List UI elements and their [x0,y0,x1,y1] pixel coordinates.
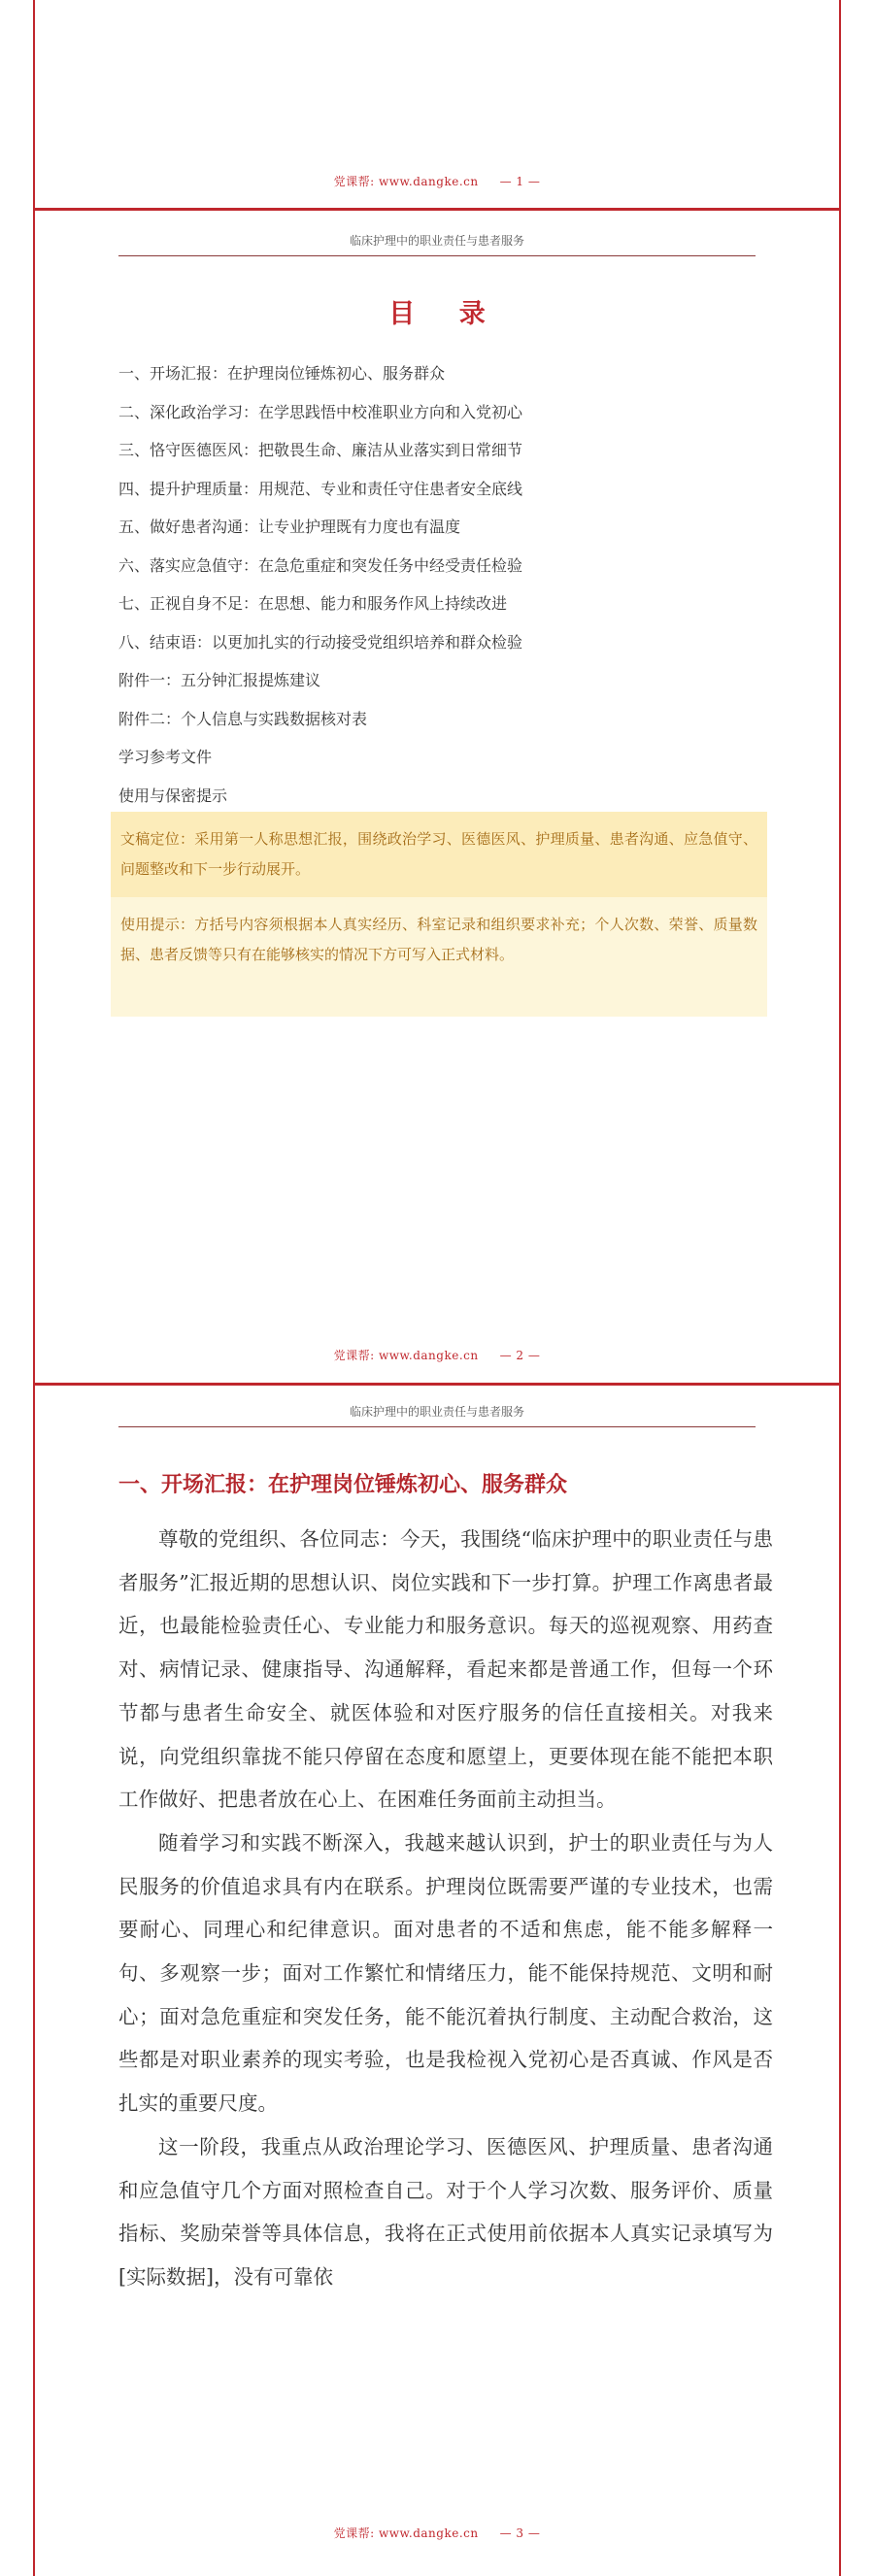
usage-note [111,897,767,1017]
positioning-note-text: 文稿定位：采用第一人称思想汇报，围绕政治学习、医德医风、护理质量、患者沟通、应急值守、问题整改和下一步行动展开。 [120,830,757,878]
body-paragraph: 这一阶段，我重点从政治理论学习、医德医风、护理质量、患者沟通和应急值守几个方面对照检查自己。对于个人学习次数、服务评价、质量指标、奖励荣誉等具体信息，我将在正式使用前依据本人真实记录填写为[实际数据]，没有可靠依 [118,2134,773,2289]
body-paragraph: 尊敬的党组织、各位同志：今天，我围绕“临床护理中的职业责任与患者服务”汇报近期的思想认识、岗位实践和下一步打算。护理工作离患者最近，也最能检验责任心、专业能力和服务意识。每天的巡视观察、用药查对、病情记录、健康指导、沟通解释，看起来都是普通工作，但每一个环节都与患者生命安全、就医体验和对医疗服务的信任直接相关。对我来说，向党组织靠拢不能只停留在态度和愿望上，更要体现在能不能把本职工作做好、把患者放在心上、在困难任务面前主动担当。 [118,1527,773,1812]
toc-list [118,354,759,815]
toc-item[interactable]: 附件一：五分钟汇报提炼建议 [118,671,321,689]
toc-item[interactable]: 三、恪守医德医风：把敬畏生命、廉洁从业落实到日常细节 [118,441,523,459]
running-header: 临床护理中的职业责任与患者服务 [349,234,524,248]
toc-item[interactable]: 使用与保密提示 [118,786,228,805]
page-footer [35,1347,839,1363]
page-3 [33,1386,841,2576]
footer-page-number: — 2 — [499,1349,541,1362]
toc-item[interactable]: 六、落实应急值守：在急危重症和突发任务中经受责任检验 [118,555,523,575]
page-1 [33,0,841,208]
toc-item[interactable]: 八、结束语：以更加扎实的行动接受党组织培养和群众检验 [118,632,523,652]
footer-site: 党课帮: www.dangke.cn [333,175,479,188]
footer-site: 党课帮: www.dangke.cn [333,1349,479,1362]
toc-item[interactable]: 一、开场汇报：在护理岗位锤炼初心、服务群众 [118,364,446,383]
toc-item[interactable]: 四、提升护理质量：用规范、专业和责任守住患者安全底线 [118,479,523,498]
section-heading: 一、开场汇报：在护理岗位锤炼初心、服务群众 [118,1472,568,1497]
toc-item[interactable]: 学习参考文件 [118,748,213,766]
toc-item[interactable]: 附件二：个人信息与实践数据核对表 [118,709,368,728]
toc-title: 目 录 [388,299,503,329]
section-body [118,1518,773,2299]
page-2 [33,211,841,1383]
header-rule [118,1426,756,1427]
toc-item[interactable]: 七、正视自身不足：在思想、能力和服务作风上持续改进 [118,594,508,613]
footer-page-number: — 3 — [499,2526,541,2540]
page-footer [35,173,839,189]
header-rule [118,255,756,256]
footer-site: 党课帮: www.dangke.cn [333,2526,479,2540]
body-paragraph: 随着学习和实践不断深入，我越来越认识到，护士的职业责任与为人民服务的价值追求具有内在联系。护理岗位既需要严谨的专业技术，也需要耐心、同理心和纪律意识。面对患者的不适和焦虑，能不能多解释一句、多观察一步；面对工作繁忙和情绪压力，能不能保持规范、文明和耐心；面对急危重症和突发任务，能不能沉着执行制度、主动配合救治，这些都是对职业素养的现实考验，也是我检视入党初心是否真诚、作风是否扎实的重要尺度。 [118,1830,773,2116]
page-footer [35,2525,839,2541]
footer-page-number: — 1 — [499,175,541,188]
running-header: 临床护理中的职业责任与患者服务 [349,1405,524,1419]
toc-item[interactable]: 五、做好患者沟通：让专业护理既有力度也有温度 [118,518,461,536]
positioning-note [111,812,767,897]
toc-item[interactable]: 二、深化政治学习：在学思践悟中校准职业方向和入党初心 [118,402,523,421]
usage-note-text: 使用提示：方括号内容须根据本人真实经历、科室记录和组织要求补充；个人次数、荣誉、质量数据、患者反馈等只有在能够核实的情况下方可写入正式材料。 [120,916,757,963]
